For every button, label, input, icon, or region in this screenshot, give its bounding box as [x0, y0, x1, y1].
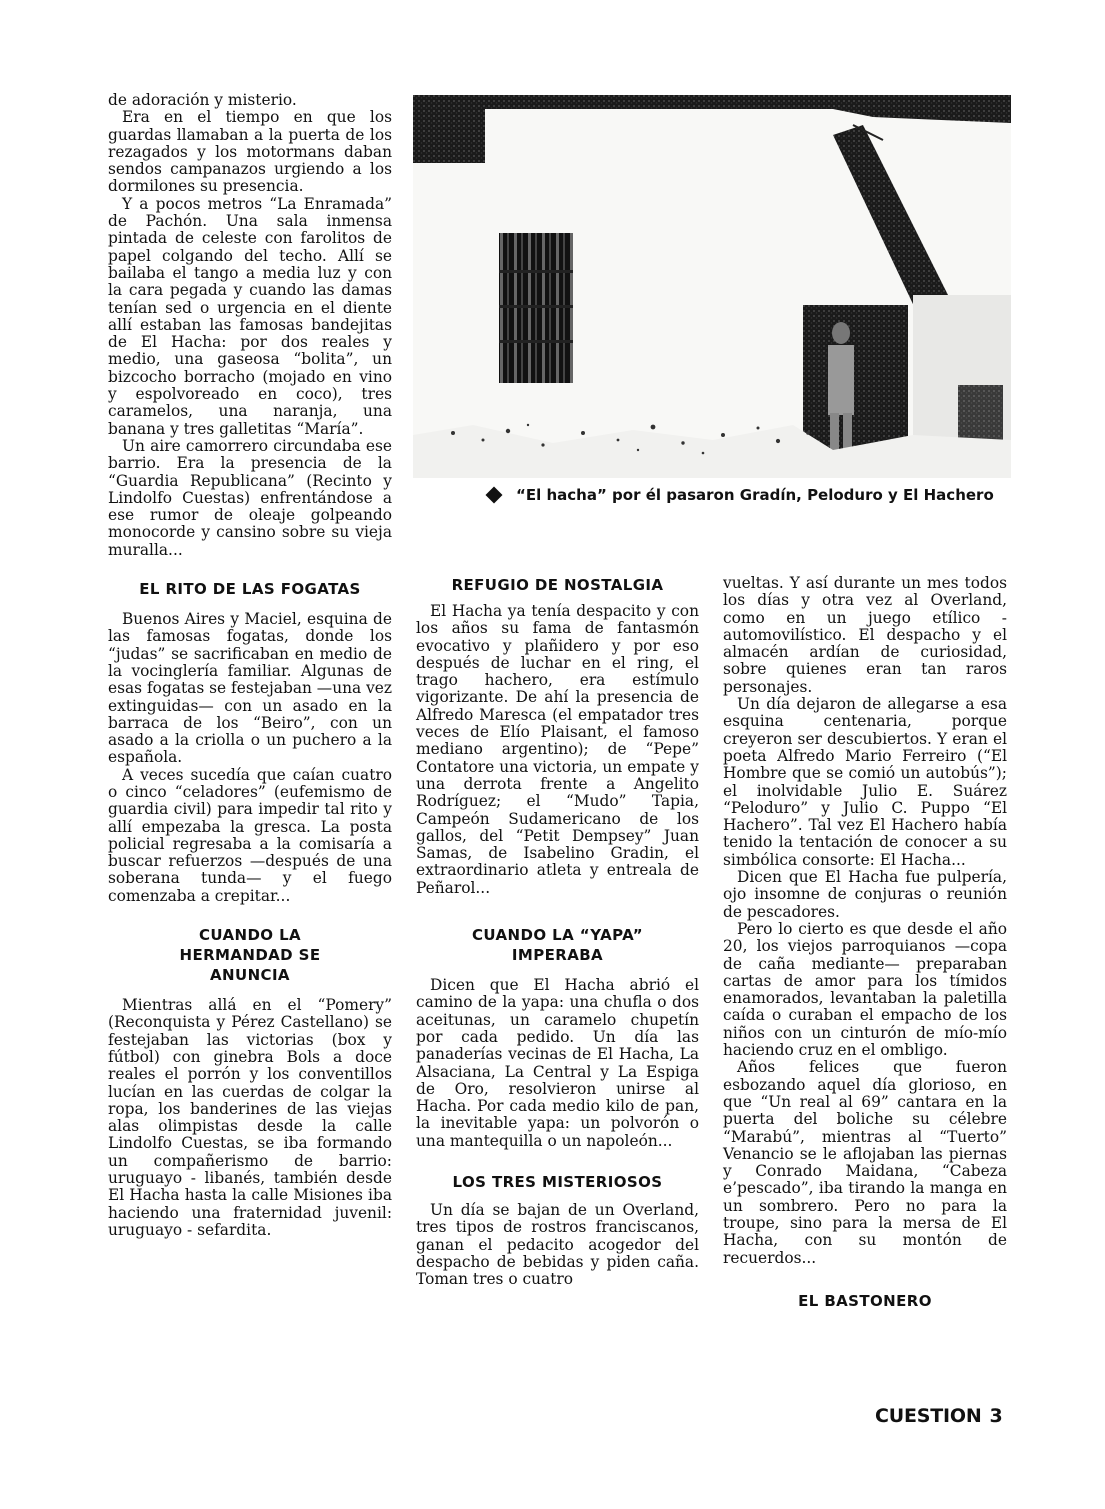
paragraph: Mientras allá en el “Pomery” (Reconquista y Pérez Castellano) se festejaban las victorias (box y fútbol) con ginebra Bols a doce reales el porrón y los conventillos lucían en las cuerdas de colgar la ropa, los banderines de las viejas alas olimpistas desde la calle Lindolfo Cuestas, se iba formando un compañerismo de barrio: uruguayo - libanés, también desde El Hacha hasta la calle Misiones iba haciendo una fraternidad juvenil: uruguayo - sefardita. [108, 996, 392, 1239]
paragraph: Dicen que El Hacha fue pulpería, ojo insomne de conjuras o reunión de pescadores. [723, 868, 1007, 921]
paragraph: Dicen que El Hacha abrió el camino de la yapa: una chufla o dos aceitunas, un caramelo chupetín por cada pedido. Un día las panaderías vecinas de El Hacha, La Alsaciana, La Central y La Espiga de Oro, resolvieron unirse al Hacha. Por cada medio kilo de pan, la inevitable yapa: un polvorón o una mantequilla o un napoleón... [416, 976, 699, 1150]
diamond-bullet-icon [486, 487, 503, 504]
column-middle [416, 575, 699, 1289]
column-left [108, 92, 392, 1239]
paragraph: Un día se bajan de un Overland, tres tipos de rostros franciscanos, ganan el pedacito acogedor del despacho de bebidas y piden caña. Toman tres o cuatro [416, 1201, 699, 1289]
section-heading: LOS TRES MISTERIOSOS [452, 1173, 663, 1192]
building-photo-illustration [413, 95, 1011, 478]
caption-text: “El hacha” por él pasaron Gradín, Peloduro y El Hachero [516, 486, 994, 504]
section-heading: CUANDO LA HERMANDAD SE ANUNCIA [179, 926, 321, 985]
section-heading: REFUGIO DE NOSTALGIA [451, 576, 664, 594]
paragraph: de adoración y misterio. [108, 91, 297, 109]
paragraph: Y a pocos metros “La Enramada” de Pachón. Una sala inmensa pintada de celeste con farolitos de papel colgando del techo. Allí se bailaba el tango a media luz y con la cara pegada y cuando las damas tenían sed o urgencia en el diente allí estaban las famosas bandejitas de El Hacha: por dos reales y medio, una gaseosa “bolita”, un bizcocho borracho (mojado en vino y espolvoreado en coco), tres caramelos, una naranja, una banana y tres galletitas “María”. [108, 194, 392, 438]
magazine-name: CUESTION [875, 1405, 982, 1427]
section-heading: CUANDO LA “YAPA” IMPERABA [472, 926, 643, 965]
paragraph: Pero lo cierto es que desde el año 20, los viejos parroquianos —copa de caña mediante— preparaban cartas de amor para los tímidos enamorados, levantaban la paletilla caída o curaban el empacho de los niños con un cinturón de mío-mío haciendo cruz en el ombligo. [723, 919, 1007, 1060]
paragraph: Buenos Aires y Maciel, esquina de las famosas fogatas, donde los “judas” se sacrificaban en medio de la vocinglería familiar. Algunas de esas fogatas se festejaban —una vez extinguidas— con un asado en la barraca de los “Beiro”, con un asado a la criolla o un puchero a la española. [108, 610, 392, 767]
paragraph: Un día dejaron de allegarse a esa esquina centenaria, porque creyeron ser descubiertos. Y eran el poeta Alfredo Mario Ferreiro (“El Hombre que se comió un autobús”); el inolvidable Julio E. Suárez “Peloduro” y Julio C. Puppo “El Hachero”. Tal vez El Hachero había tenido la tentación de conocer a su simbólica consorte: El Hacha... [723, 695, 1007, 869]
paragraph: A veces sucedía que caían cuatro o cinco “celadores” (eufemismo de guardia civil) para impedir tal rito y allí empezaba la gresca. La posta policial regresaba a la comisaría a buscar refuerzos —después de una soberana tunda— y el fuego comenzaba a crepitar... [108, 765, 392, 905]
paragraph: Un aire camorrero circundaba ese barrio. Era la presencia de la “Guardia Republicana” (Recinto y Lindolfo Cuestas) enfrentándose a ese rumor de oleaje golpeando monocorde y cansino sobre su vieja muralla... [108, 436, 392, 559]
paragraph: Años felices que fueron esbozando aquel día glorioso, en que “Un real al 69” cantara en la puerta del boliche su célebre “Marabú”, mientras al “Tuerto” Venancio se le aflojaban las piernas y Conrado Maidana, “Cabeza e’pescado”, iba tirando la manga en un sombrero. Pero no para la troupe, sino para la mersa de El Hacha, con su montón de recuerdos... [723, 1058, 1007, 1267]
section-heading: EL BASTONERO [798, 1291, 932, 1310]
paragraph: vueltas. Y así durante un mes todos los días y otra vez al Overland, como en un juego etílico - automovilístico. El despacho y el almacén ardían de curiosidad, sobre quienes eran tan raros personajes. [723, 574, 1007, 696]
photo-caption [490, 485, 1010, 505]
page-number: 3 [989, 1405, 1003, 1427]
paragraph: El Hacha ya tenía despacito y con los años su fama de fantasmón evocativo y plañidero y por eso después de luchar en el ring, el trago hachero, era estímulo vigorizante. De ahí la presencia de Alfredo Maresca (el empatador tres veces de Elío Plaisant, el famoso mediano argentino); de “Pepe” Contatore una victoria, un empate y una derrota frente a Angelito Rodríguez; el “Mudo” Tapia, Campeón Sudamericano de los gallos, del “Petit Dempsey” Juan Samas, de Isabelino Gradin, el extraordinario atleta y entreala de Peñarol... [416, 602, 699, 897]
photo-el-hacha [413, 95, 1011, 478]
column-right [723, 575, 1007, 1311]
page-footer [875, 1405, 1003, 1427]
paragraph: Era en el tiempo en que los guardas llamaban a la puerta de los rezagados y los motormans daban sendos campanazos urgiendo a los dormilones su presencia. [108, 108, 392, 196]
section-heading: EL RITO DE LAS FOGATAS [139, 580, 361, 599]
